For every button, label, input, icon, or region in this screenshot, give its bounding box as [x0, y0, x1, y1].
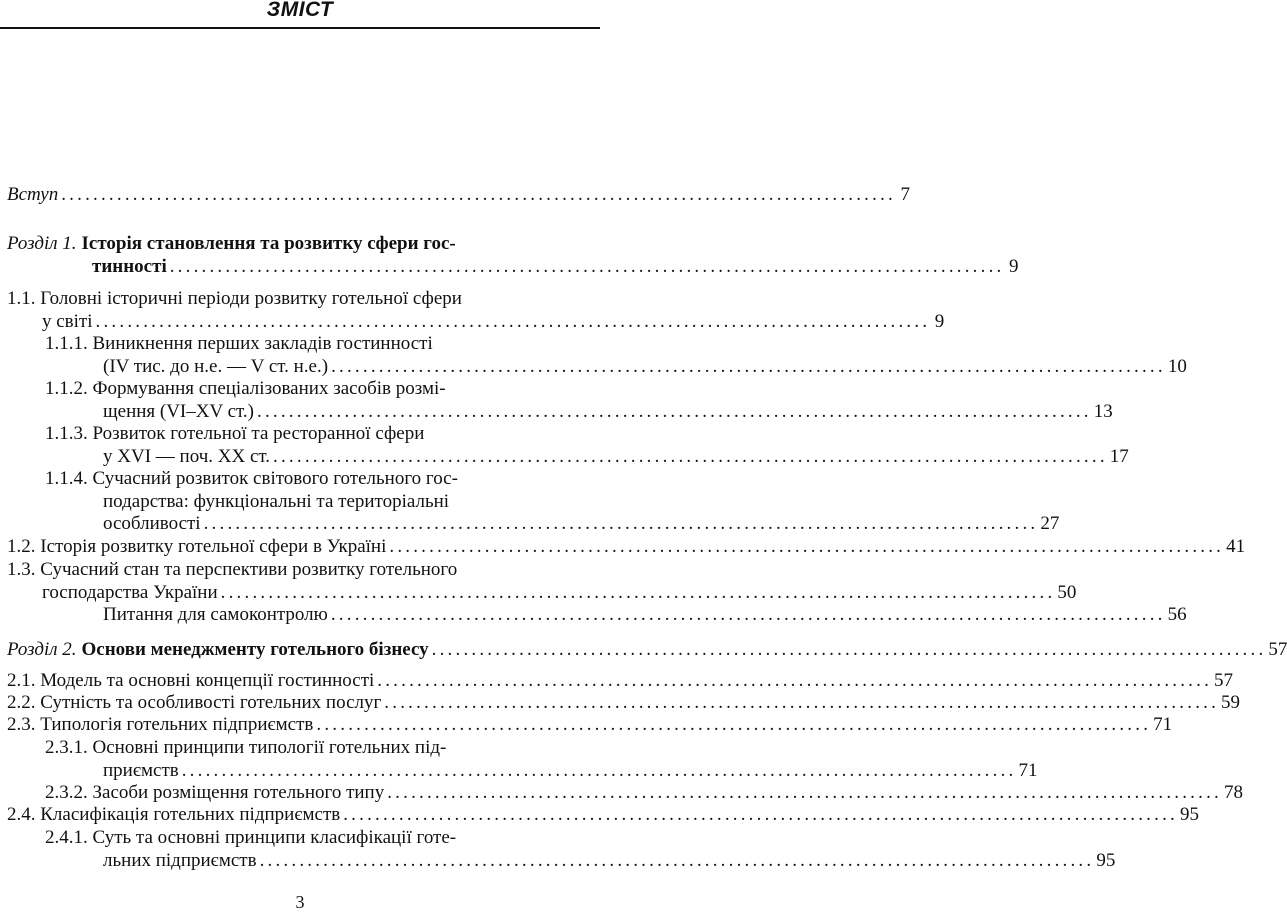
toc-entry-label: 1.1.4. Сучасний розвиток світового готельного гос- [45, 468, 458, 489]
leader-dots: ......................................................................................................... [257, 401, 1092, 422]
toc-entry-2-3[interactable] [7, 714, 1173, 736]
toc-entry-label-cont: господарства України [42, 582, 218, 603]
toc-page-number: 9 [1008, 256, 1019, 277]
toc-entry-1-1-2[interactable] [45, 378, 595, 400]
leader-dots: ......................................................................................................... [331, 356, 1166, 377]
toc-page-number: 9 [934, 311, 945, 332]
toc-entry-label-cont: особливості [103, 513, 201, 534]
toc-page-number: 95 [1096, 850, 1116, 871]
toc-chapter-1-cont [92, 256, 1019, 278]
chapter-prefix: Розділ 2. [7, 639, 77, 660]
toc-entry-1-1-cont [42, 311, 945, 333]
toc-entry-intro[interactable] [7, 184, 910, 206]
leader-dots: ......................................................................................................... [377, 670, 1213, 691]
chapter-prefix: Розділ 1. [7, 233, 77, 254]
toc-entry-label-cont: щення (VI–XV ст.) [103, 401, 254, 422]
leader-dots: ......................................................................................................... [273, 446, 1108, 467]
toc-entry-label: 2.3.2. Засоби розміщення готельного типу [45, 782, 385, 803]
toc-entry-label: 1.1.1. Виникнення перших закладів гостинності [45, 333, 433, 354]
toc-entry-2-3-2[interactable] [45, 782, 1243, 804]
toc-entry-1-1-4-cont2 [103, 513, 1060, 535]
toc-chapter-2[interactable] [7, 639, 1287, 661]
toc-entry-label: 1.1.3. Розвиток готельної та ресторанної сфери [45, 423, 425, 444]
toc-entry-1-1-3[interactable] [45, 423, 595, 445]
leader-dots: ......................................................................................................... [343, 804, 1178, 825]
chapter-title: Історія становлення та розвитку сфери гос- [81, 233, 456, 254]
toc-page-number: 71 [1153, 714, 1173, 735]
toc-page-number: 95 [1179, 804, 1199, 825]
toc-entry-label-cont: у XVI — поч. XX ст. [103, 446, 271, 467]
toc-entry-1-1-4[interactable] [45, 468, 595, 490]
toc-entry-2-1[interactable] [7, 670, 1234, 692]
toc-page-number: 7 [900, 184, 910, 205]
toc-entry-2-4-1[interactable] [45, 827, 595, 849]
toc-entry-label-cont: приємств [103, 760, 179, 781]
toc-entry-2-3-1-cont [103, 760, 1038, 782]
toc-entry-label-cont: льних підприємств [103, 850, 257, 871]
toc-page-number: 78 [1223, 782, 1243, 803]
page-title: ЗМІСТ [266, 0, 334, 21]
toc-entry-label: 2.4.1. Суть та основні принципи класифікації готе- [45, 827, 457, 848]
leader-dots: ......................................................................................................... [181, 760, 1017, 781]
toc-entry-label-cont: подарства: функціональні та територіальні [103, 491, 450, 512]
toc-page-number: 10 [1167, 356, 1187, 377]
leader-dots: ......................................................................................................... [169, 256, 1005, 277]
toc-entry-1-1-2-cont [103, 401, 1113, 423]
toc-entry-label: Вступ [7, 184, 59, 205]
toc-entry-1-1-4-cont [103, 491, 595, 513]
leader-dots: ......................................................................................................... [95, 311, 931, 332]
toc-entry-label: 1.1. Головні історичні періоди розвитку готельної сфери [7, 288, 462, 309]
toc-page-number: 27 [1040, 513, 1060, 534]
toc-entry-2-3-1[interactable] [45, 737, 595, 759]
toc-entry-label: 1.1.2. Формування спеціалізованих засобів розмі- [45, 378, 446, 399]
toc-page-number: 17 [1109, 446, 1129, 467]
leader-dots: ......................................................................................................... [389, 536, 1225, 557]
toc-entry-self-check[interactable] [103, 604, 1187, 626]
page-number: 3 [295, 892, 305, 912]
toc-page-number: 13 [1093, 401, 1113, 422]
toc-entry-1-3-cont [42, 582, 1077, 604]
toc-entry-1-1-1[interactable] [45, 333, 595, 355]
toc-entry-1-1[interactable] [7, 288, 595, 310]
toc-entry-2-4[interactable] [7, 804, 1199, 826]
toc-entry-1-2[interactable] [7, 536, 1246, 558]
toc-entry-label: 2.4. Класифікація готельних підприємств [7, 804, 341, 825]
toc-entry-label: 2.3.1. Основні принципи типології готельних під- [45, 737, 447, 758]
leader-dots: ......................................................................................................... [220, 582, 1056, 603]
toc-entry-label: 1.3. Сучасний стан та перспективи розвитку готельного [7, 559, 458, 580]
toc-entry-label: Питання для самоконтролю [103, 604, 328, 625]
leader-dots: ......................................................................................................... [330, 604, 1166, 625]
toc-page-number: 56 [1167, 604, 1187, 625]
toc-entry-label: 2.3. Типологія готельних підприємств [7, 714, 314, 735]
toc-entry-1-1-1-cont [103, 356, 1187, 378]
toc-page-number: 71 [1018, 760, 1038, 781]
leader-dots: ......................................................................................................... [384, 692, 1220, 713]
toc-page-number: 57 [1268, 639, 1287, 660]
leader-dots: ......................................................................................................... [316, 714, 1152, 735]
toc-page-number: 59 [1221, 692, 1241, 713]
toc-entry-label: 1.2. Історія розвитку готельної сфери в Україні [7, 536, 387, 557]
leader-dots: ......................................................................................................... [431, 639, 1267, 660]
leader-dots: ......................................................................................................... [259, 850, 1095, 871]
toc-page-number: 41 [1226, 536, 1246, 557]
toc-page-number: 50 [1057, 582, 1077, 603]
toc-entry-1-1-3-cont [103, 446, 1129, 468]
chapter-title-cont: тинності [92, 256, 167, 277]
toc-entry-2-2[interactable] [7, 692, 1241, 714]
toc-entry-2-4-1-cont [103, 850, 1116, 872]
page-header [0, 0, 600, 29]
toc-page-number: 57 [1214, 670, 1234, 691]
toc-entry-label: 2.2. Сутність та особливості готельних послуг [7, 692, 382, 713]
leader-dots: ......................................................................................................... [203, 513, 1039, 534]
leader-dots: ......................................................................................................... [387, 782, 1222, 803]
toc-entry-label: 2.1. Модель та основні концепції гостинності [7, 670, 375, 691]
toc-entry-label-cont: (IV тис. до н.е. — V ст. н.е.) [103, 356, 329, 377]
toc-entry-label-cont: у світі [42, 311, 93, 332]
chapter-title: Основи менеджменту готельного бізнесу [81, 639, 429, 660]
toc-entry-1-3[interactable] [7, 559, 595, 581]
toc-chapter-1[interactable] [7, 233, 595, 255]
leader-dots: ......................................................................................................... [61, 184, 896, 205]
